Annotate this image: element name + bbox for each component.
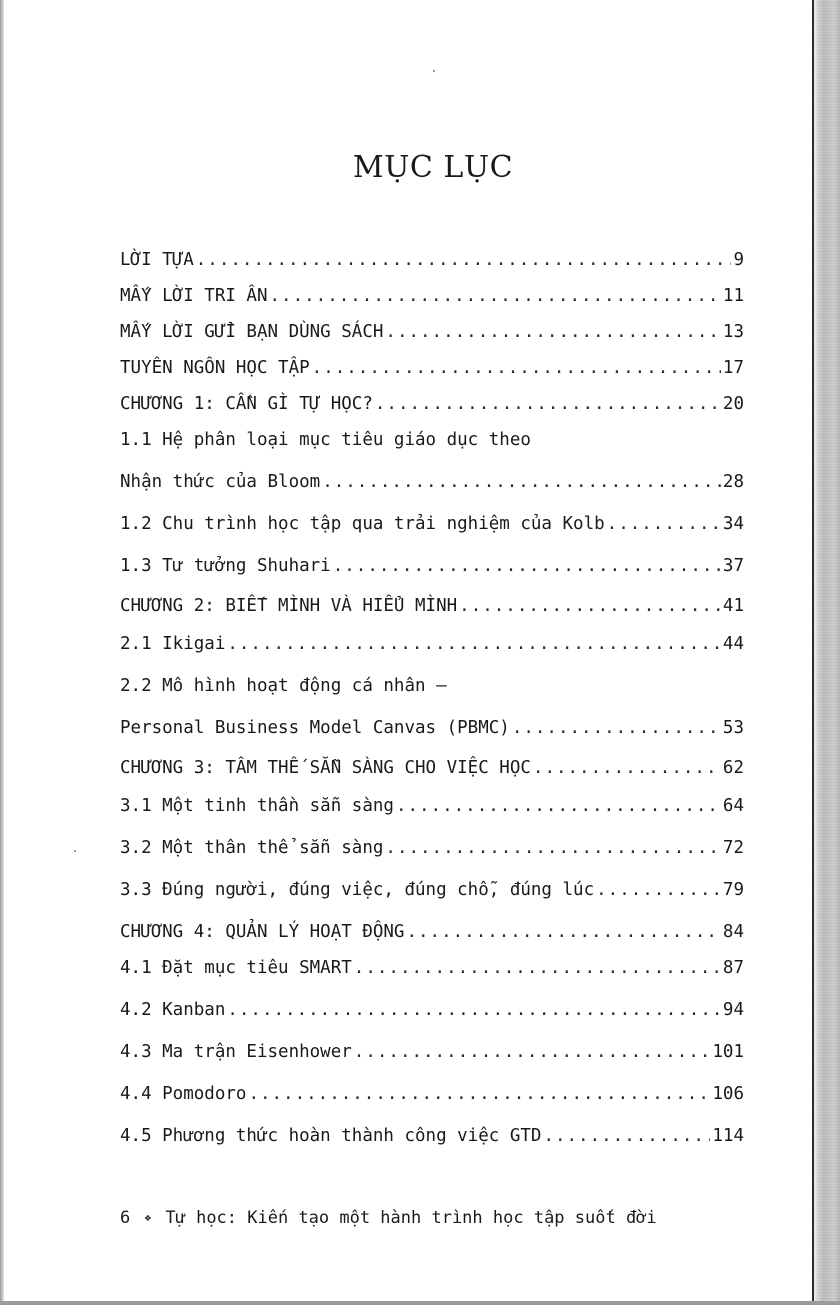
toc-entry-page: 34	[722, 514, 744, 534]
toc-entry	[120, 1126, 744, 1154]
toc-entry-label: LỜI TỰA	[120, 250, 194, 270]
toc-entry	[120, 1042, 744, 1070]
toc-entry-page: 44	[722, 634, 744, 654]
toc-entry	[120, 796, 744, 824]
dot-leader	[396, 796, 721, 816]
toc-entry-page: 101	[712, 1042, 744, 1062]
toc-entry	[120, 322, 744, 350]
dot-leader	[227, 634, 721, 654]
page-bottom-edge	[0, 1301, 840, 1305]
toc-entry	[120, 556, 744, 584]
toc-entry-line	[120, 676, 744, 704]
toc-entry-line	[120, 430, 744, 458]
dot-leader	[543, 1126, 710, 1146]
scan-speck	[433, 70, 435, 72]
toc-entry-page: 87	[722, 958, 744, 978]
toc-entry	[120, 958, 744, 986]
toc-entry-page: 17	[722, 358, 744, 378]
toc-entry-page: 9	[733, 250, 744, 270]
toc-entry-label: TUYÊN NGÔN HỌC TẬP	[120, 358, 310, 378]
toc-entry-page: 11	[722, 286, 744, 306]
toc-entry-page: 84	[722, 922, 744, 942]
toc-entry-label: MẤY LỜI TRI ÂN	[120, 286, 268, 306]
dot-leader	[312, 358, 721, 378]
scan-speck	[74, 850, 76, 852]
toc-chapter-entry	[120, 922, 744, 950]
toc-entry	[120, 718, 744, 746]
toc-entry-page: 79	[722, 880, 744, 900]
toc-entry	[120, 1084, 744, 1112]
toc-entry-page: 41	[722, 596, 744, 616]
toc-entry-label: 2.2 Mô hình hoạt động cá nhân –	[120, 676, 447, 696]
dot-leader	[227, 1000, 721, 1020]
dot-leader	[459, 596, 721, 616]
toc-entry-page: 62	[722, 758, 744, 778]
toc-entry-page: 106	[712, 1084, 744, 1104]
toc-entry-label: 1.2 Chu trình học tập qua trải nghiệm của Kolb	[120, 514, 605, 534]
toc-entry	[120, 286, 744, 314]
toc-entry-label: MẤY LỜI GỬI BẠN DÙNG SÁCH	[120, 322, 384, 342]
toc-entry-page: 37	[722, 556, 744, 576]
toc-entry-page: 13	[722, 322, 744, 342]
toc-entry-label: CHƯƠNG 3: TÂM THẾ SẴN SÀNG CHO VIỆC HỌC	[120, 758, 531, 778]
toc-entry-label: 1.3 Tư tưởng Shuhari	[120, 556, 331, 576]
toc-entry	[120, 838, 744, 866]
page-title: MỤC LỤC	[352, 150, 514, 185]
toc-entry-label: Personal Business Model Canvas (PBMC)	[120, 718, 510, 738]
dot-leader	[607, 514, 721, 534]
toc-entry	[120, 358, 744, 386]
dot-leader	[354, 1042, 711, 1062]
toc-entry-label: 3.1 Một tinh thần sẵn sàng	[120, 796, 394, 816]
dot-leader	[270, 286, 721, 306]
toc-entry	[120, 880, 744, 908]
dot-leader	[385, 838, 721, 858]
dot-leader	[322, 472, 721, 492]
dot-leader	[596, 880, 721, 900]
dot-leader	[333, 556, 721, 576]
footer-page-number: 6	[120, 1208, 131, 1228]
toc-entry-page: 94	[722, 1000, 744, 1020]
dot-leader	[354, 958, 721, 978]
toc-entry-page: 20	[722, 394, 744, 414]
toc-chapter-entry	[120, 394, 744, 422]
toc-entry	[120, 634, 744, 662]
toc-entry-label: 3.2 Một thân thể sẵn sàng	[120, 838, 384, 858]
toc-entry-label: 1.1 Hệ phân loại mục tiêu giáo dục theo	[120, 430, 531, 450]
toc-entry-label: 4.2 Kanban	[120, 1000, 226, 1020]
dot-leader	[512, 718, 721, 738]
toc-entry-page: 72	[722, 838, 744, 858]
dot-leader	[196, 250, 732, 270]
toc-entry-page: 28	[722, 472, 744, 492]
footer-book-title: Tự học: Kiến tạo một hành trình học tập suốt đời	[165, 1208, 657, 1228]
dot-leader	[375, 394, 721, 414]
page-footer	[120, 1208, 657, 1228]
toc-entry	[120, 250, 744, 278]
page-left-edge	[0, 0, 4, 1305]
toc-entry-label: 4.3 Ma trận Eisenhower	[120, 1042, 352, 1062]
toc-entry	[120, 514, 744, 542]
toc-entry-label: 3.3 Đúng người, đúng việc, đúng chỗ, đúng lúc	[120, 880, 595, 900]
dot-leader	[248, 1084, 710, 1104]
toc-entry-page: 53	[722, 718, 744, 738]
toc-entry-label: 4.1 Đặt mục tiêu SMART	[120, 958, 352, 978]
page-right-edge	[812, 0, 840, 1305]
toc-entry-label: 2.1 Ikigai	[120, 634, 226, 654]
footer-separator-icon: ❖	[144, 1211, 152, 1224]
toc-entry-label: CHƯƠNG 2: BIẾT MÌNH VÀ HIỂU MÌNH	[120, 596, 458, 616]
toc-entry-page: 114	[712, 1126, 744, 1146]
dot-leader	[533, 758, 721, 778]
toc-entry-label: Nhận thức của Bloom	[120, 472, 321, 492]
toc-chapter-entry	[120, 596, 744, 624]
toc-entry-label: CHƯƠNG 4: QUẢN LÝ HOẠT ĐỘNG	[120, 922, 405, 942]
toc-entry-label: 4.4 Pomodoro	[120, 1084, 247, 1104]
toc-entry-page: 64	[722, 796, 744, 816]
dot-leader	[385, 322, 721, 342]
toc-entry	[120, 472, 744, 500]
toc-chapter-entry	[120, 758, 744, 786]
toc-entry-label: CHƯƠNG 1: CẦN GÌ TỰ HỌC?	[120, 394, 373, 414]
toc-entry	[120, 1000, 744, 1028]
toc-entry-label: 4.5 Phương thức hoàn thành công việc GTD	[120, 1126, 542, 1146]
dot-leader	[406, 922, 720, 942]
